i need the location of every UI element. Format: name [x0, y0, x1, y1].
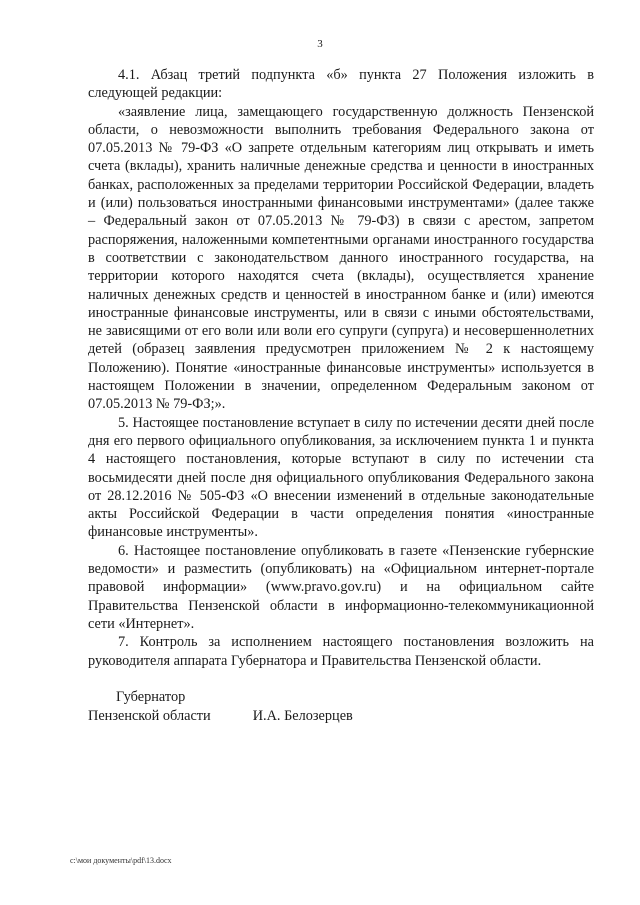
paragraph-5: 5. Настоящее постановление вступает в силу по истечении десяти дней после дня его первого официального опубликования, за исключением пункта 1 и пункта 4 настоящего постановления, которые вступают в силу по истечении ста восьмидесяти дней после дня официального опубликования Федерального закона от 28.12.2016 № 505-ФЗ «О внесении изменений в отдельные законодательные акты Российской Федерации в части определения понятия «иностранные финансовые инструменты». — [88, 414, 594, 541]
document-body — [88, 66, 594, 670]
page-number: 3 — [317, 38, 323, 50]
footer-file-path: c:\мои документы\pdf\13.docx — [70, 856, 172, 865]
signatory-name: И.А. Белозерцев — [252, 708, 353, 724]
signature-row — [88, 707, 508, 726]
paragraph-7: 7. Контроль за исполнением настоящего постановления возложить на руководителя аппарата Губернатора и Правительства Пензенской области. — [88, 634, 594, 669]
signatory-region: Пензенской области — [88, 708, 211, 724]
paragraph-6: 6. Настоящее постановление опубликовать в газете «Пензенские губернские ведомости» и разместить (опубликовать) на «Официальном интернет-портале правовой информации» (www.pravo.gov.ru) и на официальном сайте Правительства Пензенской области в информационно-телекоммуникационной сети «Интернет». — [88, 542, 594, 632]
paragraph-quoted-amendment: «заявление лица, замещающего государственную должность Пензенской области, о невозможности выполнить требования Федерального закона от 07.05.2013 № 79-ФЗ «О запрете отдельным категориям лиц открывать и иметь счета (вклады), хранить наличные денежные средства и ценности в иностранных банках, расположенных за пределами территории Российской Федерации, владеть и (или) пользоваться иностранными финансовыми инструментами» (далее также – Федеральный закон от 07.05.2013 № 79-ФЗ) в связи с арестом, запретом распоряжения, наложенными компетентными органами иностранного государства в соответствии с законодательством данного иностранного государства, на территории которого находятся счета (вклады), осуществляется хранение наличных денежных средств и ценностей в иностранном банке и (или) имеются иностранные финансовые инструменты, или в связи с иными обстоятельствами, не зависящими от его воли или воли его супруги (супруга) и несовершеннолетних детей (образец заявления предусмотрен приложением № 2 к настоящему Положению). Понятие «иностранные финансовые инструменты» используется в настоящем Положении в значении, определенном Федеральным законом от 07.05.2013 № 79-ФЗ;». — [88, 103, 594, 413]
signature-block — [88, 688, 508, 726]
signatory-title: Губернатор — [116, 689, 186, 705]
paragraph-4-1: 4.1. Абзац третий подпункта «б» пункта 27 Положения изложить в следующей редакции: — [88, 67, 594, 102]
